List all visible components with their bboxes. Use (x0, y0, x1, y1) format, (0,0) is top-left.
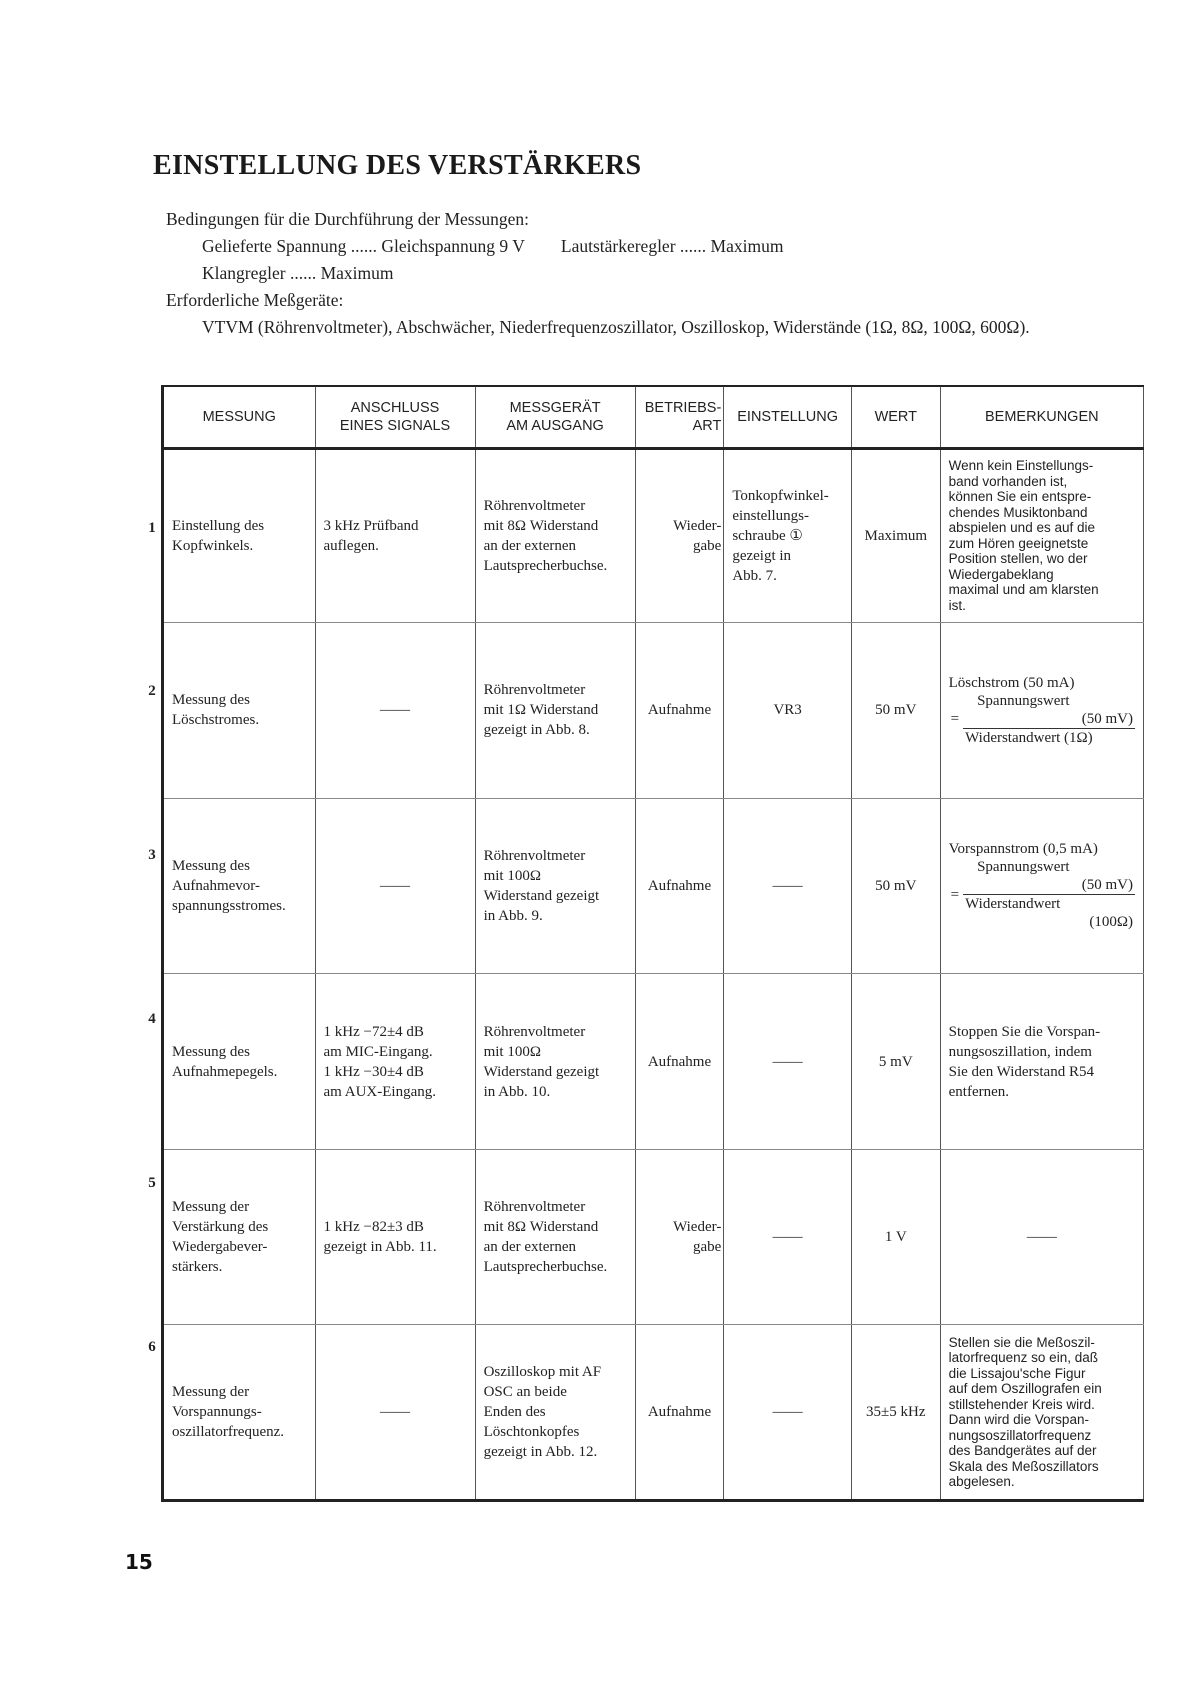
supply-condition: Gelieferte Spannung ...... Gleichspannung 9 V (202, 236, 525, 256)
einstellung-cell: Tonkopfwinkel- einstellungs- schraube ① gezeigt in Abb. 7. (724, 448, 852, 623)
betriebsart-cell: Aufnahme (635, 623, 724, 799)
messgeraet-cell: Oszilloskop mit AF OSC an beide Enden des Löschtonkopfes gezeigt in Abb. 12. (475, 1325, 635, 1501)
anschluss-cell: —— (315, 1325, 475, 1501)
einstellung-cell: —— (724, 1149, 852, 1325)
bemerkungen-cell: Wenn kein Einstellungs- band vorhanden ist, können Sie ein entspre- chendes Musiktonband abspielen und es auf die zum Hören geeignetste Position stellen, wo der Wiedergabeklang maximal und am klarsten ist. (940, 448, 1143, 623)
page-number: 15 (125, 1550, 153, 1574)
table-header-row (163, 386, 1144, 448)
equals-sign: = (950, 711, 960, 728)
header-messung: MESSUNG (163, 386, 316, 448)
messung-cell: Einstellung des Kopfwinkels. (163, 448, 316, 623)
conditions-heading: Bedingungen für die Durchführung der Messungen: (166, 209, 530, 229)
table-row (163, 1149, 1144, 1325)
messgeraet-cell: Röhrenvoltmeter mit 8Ω Widerstand an der externen Lautsprecherbuchse. (475, 448, 635, 623)
formula-label: Vorspannstrom (0,5 mA) (948, 841, 1098, 858)
header-anschluss: ANSCHLUSS EINES SIGNALS (315, 386, 475, 448)
bemerkungen-cell (940, 798, 1143, 974)
messgeraet-cell: Röhrenvoltmeter mit 100Ω Widerstand gezeigt in Abb. 10. (475, 974, 635, 1150)
bemerkungen-cell: —— (940, 1149, 1143, 1325)
table-row (163, 974, 1144, 1150)
messung-cell: Messung des Aufnahmevor- spannungsstromes. (163, 798, 316, 974)
equals-sign: = (950, 886, 960, 903)
wert-cell: Maximum (851, 448, 940, 623)
row-number: 1 (148, 519, 156, 536)
anschluss-cell: —— (315, 798, 475, 974)
formula (949, 674, 1135, 747)
conditions-line-1 (166, 233, 1156, 260)
row-number: 3 (148, 847, 156, 863)
intro-section (166, 206, 1156, 341)
betriebsart-cell: Aufnahme (635, 798, 724, 974)
bemerkungen-cell: Stoppen Sie die Vorspan- nungsoszillation, indem Sie den Widerstand R54 entfernen. (940, 974, 1143, 1150)
einstellung-cell: —— (724, 974, 852, 1150)
volume-condition: Lautstärkeregler ...... Maximum (560, 236, 784, 256)
einstellung-cell: —— (724, 1325, 852, 1501)
table-body (163, 448, 1144, 1500)
wert-cell: 35±5 kHz (851, 1325, 940, 1501)
measurement-table (161, 385, 1144, 1502)
einstellung-cell: VR3 (724, 623, 852, 799)
betriebsart-cell: Wieder- gabe (635, 448, 724, 623)
header-messgeraet: MESSGERÄT AM AUSGANG (475, 386, 635, 448)
header-bemerkungen: BEMERKUNGEN (940, 386, 1143, 448)
bemerkungen-cell: Stellen sie die Meßoszil- latorfrequenz so ein, daß die Lissajou'sche Figur auf dem Oszillografen ein stillstehender Kreis wird. Dann wird die Vorspan- nungsoszillatorfrequenz des Bandgerätes auf der Skala des Meßoszillators abgelesen. (940, 1325, 1143, 1501)
einstellung-cell: —— (724, 798, 852, 974)
messgeraet-cell: Röhrenvoltmeter mit 8Ω Widerstand an der externen Lautsprecherbuchse. (475, 1149, 635, 1325)
row-number: 5 (148, 1175, 156, 1191)
table-row (163, 448, 1144, 623)
equipment-list: VTVM (Röhrenvoltmeter), Abschwächer, Niederfrequenzoszillator, Oszilloskop, Widerstände (1Ω, 8Ω, 100Ω, 600Ω). (202, 317, 1030, 337)
bemerkungen-cell (940, 623, 1143, 799)
header-wert: WERT (851, 386, 940, 448)
row-number: 2 (148, 683, 156, 699)
wert-cell: 50 mV (851, 623, 940, 799)
formula (949, 840, 1135, 931)
betriebsart-cell: Aufnahme (635, 1325, 724, 1501)
table-row (163, 798, 1144, 974)
formula-label: Löschstrom (50 mA) (948, 674, 1075, 691)
messung-cell: Messung des Löschstromes. (163, 623, 316, 799)
betriebsart-cell: Aufnahme (635, 974, 724, 1150)
equipment-heading: Erforderliche Meßgeräte: (166, 290, 344, 310)
header-einstellung: EINSTELLUNG (724, 386, 852, 448)
tone-condition: Klangregler ...... Maximum (202, 263, 394, 283)
fraction: Spannungswert (50 mV) Widerstandwert (100Ω) (965, 859, 1133, 931)
wert-cell: 5 mV (851, 974, 940, 1150)
anschluss-cell: —— (315, 623, 475, 799)
anschluss-cell: 1 kHz −82±3 dB gezeigt in Abb. 11. (315, 1149, 475, 1325)
messung-cell: Messung der Vorspannungs- oszillatorfrequenz. (163, 1325, 316, 1501)
header-betriebsart: BETRIEBS- ART (635, 386, 724, 448)
messgeraet-cell: Röhrenvoltmeter mit 1Ω Widerstand gezeigt in Abb. 8. (475, 623, 635, 799)
wert-cell: 1 V (851, 1149, 940, 1325)
row-number: 6 (148, 1339, 156, 1355)
wert-cell: 50 mV (851, 798, 940, 974)
anschluss-cell: 3 kHz Prüfband auflegen. (315, 448, 475, 623)
messgeraet-cell: Röhrenvoltmeter mit 100Ω Widerstand gezeigt in Abb. 9. (475, 798, 635, 974)
page-title: EINSTELLUNG DES VERSTÄRKERS (153, 150, 642, 181)
table-row (163, 1325, 1144, 1501)
row-number: 4 (148, 1011, 156, 1027)
betriebsart-cell: Wieder- gabe (635, 1149, 724, 1325)
fraction: Spannungswert (50 mV) Widerstandwert (1Ω) (965, 692, 1133, 746)
table-row (163, 623, 1144, 799)
anschluss-cell: 1 kHz −72±4 dB am MIC-Eingang. 1 kHz −30±4 dB am AUX-Eingang. (315, 974, 475, 1150)
messung-cell: Messung des Aufnahmepegels. (163, 974, 316, 1150)
messung-cell: Messung der Verstärkung des Wiedergabever- stärkers. (163, 1149, 316, 1325)
